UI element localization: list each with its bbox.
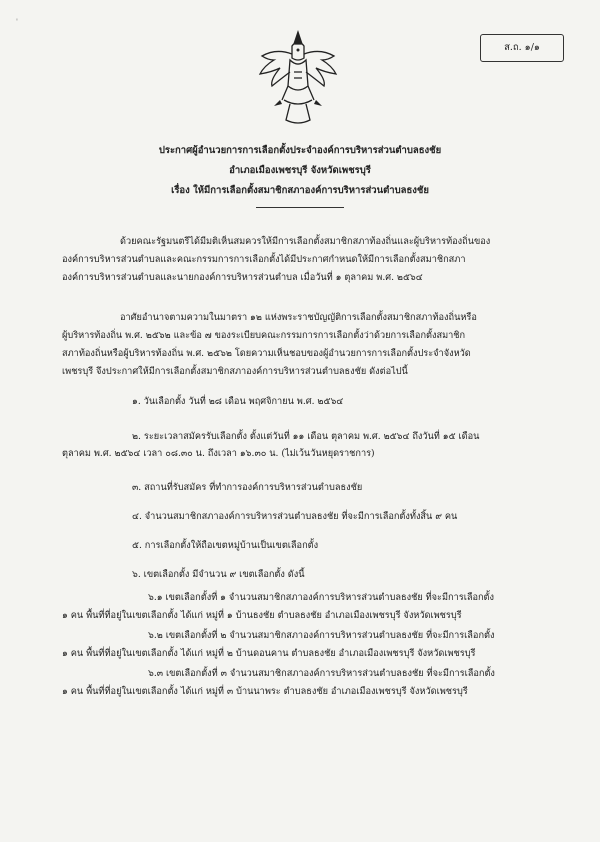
constituency-2-line: ๑ คน พื้นที่ที่อยู่ในเขตเลือกตั้ง ได้แก่ หมู่ที่ ๒ บ้านดอนคาน ตำบลธงชัย อำเภอเมืองเพชรบุรี จังหวัดเพชรบุรี [62, 648, 476, 659]
title-line: ประกาศผู้อำนวยการการเลือกตั้งประจำองค์การบริหารส่วนตำบลธงชัย [158, 145, 442, 156]
intro-paragraph-line: ด้วยคณะรัฐมนตรีได้มีมติเห็นสมควรให้มีการเลือกตั้งสมาชิกสภาท้องถิ่นและผู้บริหารท้องถิ่นของ [120, 236, 491, 247]
constituency-count-item: ๖. เขตเลือกตั้ง มีจำนวน ๙ เขตเลือกตั้ง ดังนี้ [132, 569, 305, 580]
application-period-continuation: ตุลาคม พ.ศ. ๒๕๖๔ เวลา ๐๘.๓๐ น. ถึงเวลา ๑๖.๓๐ น. (ไม่เว้นวันหยุดราชการ) [62, 448, 375, 459]
constituency-1-line: ๖.๑ เขตเลือกตั้งที่ ๑ จำนวนสมาชิกสภาองค์การบริหารส่วนตำบลธงชัย ที่จะมีการเลือกตั้ง [148, 592, 495, 603]
constituency-3-line: ๑ คน พื้นที่ที่อยู่ในเขตเลือกตั้ง ได้แก่ หมู่ที่ ๓ บ้านนาพระ ตำบลธงชัย อำเภอเมืองเพชรบุรี จังหวัดเพชรบุรี [62, 686, 468, 697]
title-underline [256, 207, 344, 208]
title-line: เรื่อง ให้มีการเลือกตั้งสมาชิกสภาองค์การบริหารส่วนตำบลธงชัย [171, 185, 429, 196]
form-code-box: ส.ถ. ๑/๑ [480, 34, 564, 62]
constituency-1-line: ๑ คน พื้นที่ที่อยู่ในเขตเลือกตั้ง ได้แก่ หมู่ที่ ๑ บ้านธงชัย ตำบลธงชัย อำเภอเมืองเพชรบุรี จังหวัดเพชรบุรี [62, 610, 462, 621]
election-date-item: ๑. วันเลือกตั้ง วันที่ ๒๘ เดือน พฤศจิกายน พ.ศ. ๒๕๖๔ [132, 396, 344, 407]
constituency-3-line: ๖.๓ เขตเลือกตั้งที่ ๓ จำนวนสมาชิกสภาองค์การบริหารส่วนตำบลธงชัย ที่จะมีการเลือกตั้ง [148, 668, 495, 679]
authority-paragraph-line: สภาท้องถิ่นหรือผู้บริหารท้องถิ่น พ.ศ. ๒๕๖๒ โดยความเห็นชอบของผู้อำนวยการการเลือกตั้งประจำจังหวัด [62, 348, 471, 359]
authority-paragraph-line: ผู้บริหารท้องถิ่น พ.ศ. ๒๕๖๒ และข้อ ๗ ของระเบียบคณะกรรมการการเลือกตั้งว่าด้วยการเลือกตั้งสมาชิก [62, 330, 466, 341]
garuda-emblem [254, 28, 342, 128]
authority-paragraph-line: เพชรบุรี จึงประกาศให้มีการเลือกตั้งสมาชิกสภาองค์การบริหารส่วนตำบลธงชัย ดังต่อไปนี้ [62, 366, 408, 377]
intro-paragraph-line: องค์การบริหารส่วนตำบลและนายกองค์การบริหารส่วนตำบล เมื่อวันที่ ๑ ตุลาคม พ.ศ. ๒๕๖๔ [62, 272, 423, 283]
member-count-item: ๔. จำนวนสมาชิกสภาองค์การบริหารส่วนตำบลธงชัย ที่จะมีการเลือกตั้งทั้งสิ้น ๙ คน [132, 511, 458, 522]
corner-mark: ' [16, 18, 18, 26]
title-line: อำเภอเมืองเพชรบุรี จังหวัดเพชรบุรี [229, 165, 371, 176]
authority-paragraph-line: อาศัยอำนาจตามความในมาตรา ๑๒ แห่งพระราชบัญญัติการเลือกตั้งสมาชิกสภาท้องถิ่นหรือ [120, 312, 477, 323]
application-place-item: ๓. สถานที่รับสมัคร ที่ทำการองค์การบริหารส่วนตำบลธงชัย [132, 482, 363, 493]
constituency-2-line: ๖.๒ เขตเลือกตั้งที่ ๒ จำนวนสมาชิกสภาองค์การบริหารส่วนตำบลธงชัย ที่จะมีการเลือกตั้ง [148, 630, 495, 641]
intro-paragraph-line: องค์การบริหารส่วนตำบลและคณะกรรมการการเลือกตั้งได้มีประกาศกำหนดให้มีการเลือกตั้งสมาชิกสภา [62, 254, 466, 265]
constituency-basis-item: ๕. การเลือกตั้งให้ถือเขตหมู่บ้านเป็นเขตเลือกตั้ง [132, 540, 319, 551]
application-period-item: ๒. ระยะเวลาสมัครรับเลือกตั้ง ตั้งแต่วันที่ ๑๑ เดือน ตุลาคม พ.ศ. ๒๕๖๔ ถึงวันที่ ๑๕ เดือน [132, 431, 480, 442]
